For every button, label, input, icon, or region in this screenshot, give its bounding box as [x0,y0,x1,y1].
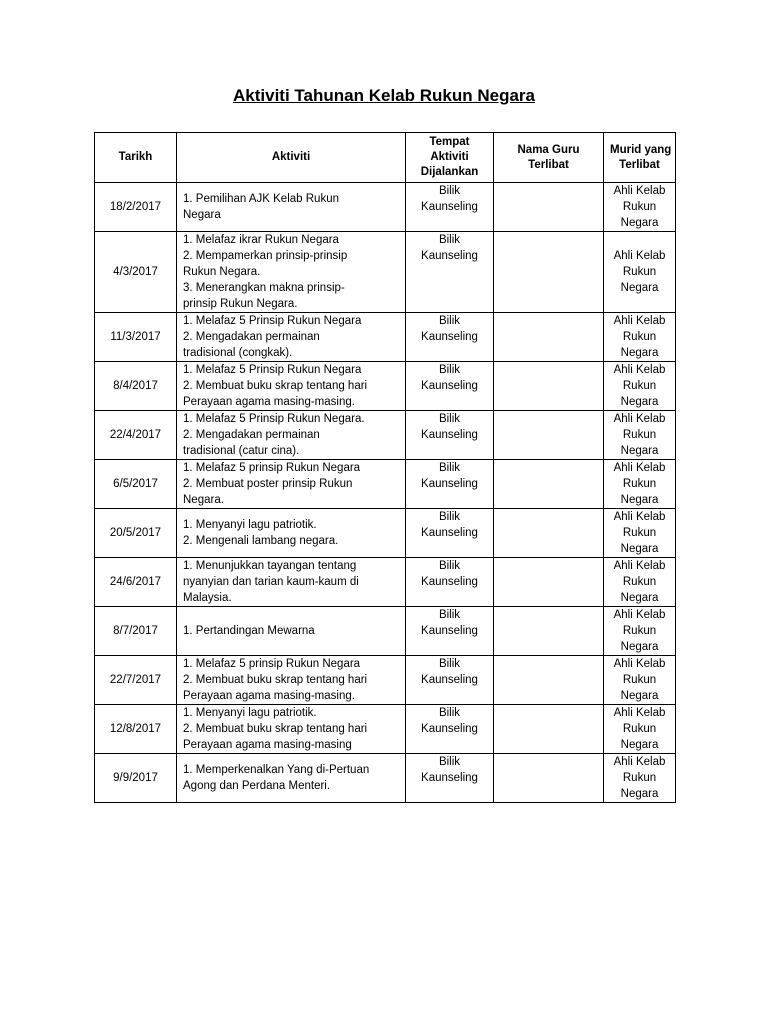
activity-cell [177,183,406,232]
activity-line: 2. Mengadakan permainan [183,331,320,343]
activity-cell [177,509,406,558]
students-line: Negara [620,282,659,294]
place-line: Bilik [438,364,461,376]
activity-cell [177,313,406,362]
place-line: Bilik [438,413,461,425]
activity-cell [177,607,406,656]
activity-line: 2. Mengadakan permainan [183,429,320,441]
activity-line: tradisional (congkak). [183,347,293,359]
students-line: Rukun [622,429,657,441]
date-cell: 8/4/2017 [95,362,177,411]
activity-line: Agong dan Perdana Menteri. [183,780,331,792]
place-line: Kaunseling [421,772,478,784]
students-line: Ahli Kelab [613,658,666,670]
place-cell [406,183,494,232]
students-line: Negara [620,592,659,604]
students-line: Negara [620,396,659,408]
activity-line: 1. Melafaz 5 Prinsip Rukun Negara [183,364,362,376]
students-line: Negara [620,739,659,751]
activity-line: tradisional (catur cina). [183,445,300,457]
teacher-cell [494,558,604,607]
activity-line: 1. Melafaz ikrar Rukun Negara [183,234,339,246]
activity-line: 1. Melafaz 5 Prinsip Rukun Negara. [183,413,365,425]
students-line: Rukun [622,576,657,588]
place-line: Kaunseling [421,527,478,539]
teacher-cell [494,411,604,460]
students-line: Negara [620,543,659,555]
activity-line: 1. Memperkenalkan Yang di-Pertuan [183,764,370,776]
teacher-cell [494,705,604,754]
activity-line: 1. Menunjukkan tayangan tentang [183,560,357,572]
page-title: Aktiviti Tahunan Kelab Rukun Negara [233,86,535,105]
place-line: Bilik [438,185,461,197]
activity-line: Negara. [183,494,224,506]
place-cell [406,232,494,313]
students-line: Negara [620,788,659,800]
place-cell [406,705,494,754]
students-line: Rukun [622,674,657,686]
students-line: Negara [620,217,659,229]
teacher-cell [494,313,604,362]
place-line: Bilik [438,315,461,327]
students-cell [604,232,676,313]
table-row [95,558,676,607]
place-line: Bilik [438,462,461,474]
teacher-cell [494,232,604,313]
place-line: Bilik [438,609,461,621]
teacher-cell [494,656,604,705]
table-row [95,656,676,705]
students-line: Negara [620,494,659,506]
activity-line: Malaysia. [183,592,232,604]
activity-line: 2. Membuat poster prinsip Rukun [183,478,353,490]
activity-line: 1. Pemilihan AJK Kelab Rukun [183,193,339,205]
activity-line: 1. Melafaz 5 prinsip Rukun Negara [183,658,361,670]
activity-cell [177,558,406,607]
activity-line: Perayaan agama masing-masing [183,739,352,751]
students-cell [604,313,676,362]
table-row [95,183,676,232]
students-line: Ahli Kelab [613,250,666,262]
table-row [95,509,676,558]
students-line: Rukun [622,380,657,392]
students-cell [604,754,676,803]
table-row [95,313,676,362]
students-cell [604,607,676,656]
date-cell: 9/9/2017 [95,754,177,803]
place-cell [406,754,494,803]
students-cell [604,362,676,411]
place-cell [406,411,494,460]
students-line: Rukun [622,772,657,784]
activity-cell [177,754,406,803]
students-line: Rukun [622,331,657,343]
date-cell: 22/4/2017 [95,411,177,460]
students-line: Rukun [622,527,657,539]
activity-line: 2. Mempamerkan prinsip-prinsip [183,250,348,262]
date-cell: 11/3/2017 [95,313,177,362]
students-cell [604,460,676,509]
place-line: Bilik [438,658,461,670]
place-cell [406,656,494,705]
activity-line: 2. Membuat buku skrap tentang hari [183,380,368,392]
date-cell: 12/8/2017 [95,705,177,754]
students-line: Negara [620,445,659,457]
activity-cell [177,411,406,460]
teacher-cell [494,509,604,558]
header-place: Tempat Aktiviti Dijalankan [406,133,494,183]
place-line: Kaunseling [421,429,478,441]
header-students: Murid yang Terlibat [604,133,676,183]
activity-cell [177,656,406,705]
students-cell [604,411,676,460]
date-cell: 22/7/2017 [95,656,177,705]
activity-line: Negara [183,209,221,221]
students-line: Negara [620,347,659,359]
students-cell [604,509,676,558]
students-line: Rukun [622,478,657,490]
place-line: Kaunseling [421,201,478,213]
students-line: Ahli Kelab [613,364,666,376]
table-row [95,411,676,460]
place-line: Bilik [438,234,461,246]
students-line: Rukun [622,625,657,637]
students-line: Rukun [622,201,657,213]
table-row [95,754,676,803]
table-header-row [95,133,676,183]
place-cell [406,558,494,607]
activity-table [94,132,676,803]
students-line: Rukun [622,266,657,278]
activity-cell [177,705,406,754]
place-line: Bilik [438,511,461,523]
activity-cell [177,460,406,509]
date-cell: 4/3/2017 [95,232,177,313]
activity-line: Rukun Negara. [183,266,261,278]
activity-line: 3. Menerangkan makna prinsip- [183,282,345,294]
teacher-cell [494,183,604,232]
place-line: Bilik [438,560,461,572]
students-cell [604,705,676,754]
header-teacher: Nama Guru Terlibat [494,133,604,183]
students-line: Negara [620,690,659,702]
students-line: Negara [620,641,659,653]
students-line: Rukun [622,723,657,735]
students-line: Ahli Kelab [613,609,666,621]
header-date: Tarikh [95,133,177,183]
place-cell [406,607,494,656]
place-cell [406,313,494,362]
teacher-cell [494,754,604,803]
date-cell: 18/2/2017 [95,183,177,232]
place-line: Kaunseling [421,250,478,262]
place-line: Kaunseling [421,576,478,588]
table-row [95,460,676,509]
activity-line: 1. Menyanyi lagu patriotik. [183,707,317,719]
activity-cell [177,232,406,313]
activity-line: prinsip Rukun Negara. [183,298,298,310]
place-line: Kaunseling [421,625,478,637]
activity-line: 1. Menyanyi lagu patriotik. [183,519,317,531]
students-line: Ahli Kelab [613,560,666,572]
date-cell: 6/5/2017 [95,460,177,509]
place-line: Kaunseling [421,478,478,490]
students-line: Ahli Kelab [613,707,666,719]
students-line: Ahli Kelab [613,756,666,768]
place-line: Kaunseling [421,380,478,392]
activity-line: 1. Melafaz 5 prinsip Rukun Negara [183,462,361,474]
teacher-cell [494,607,604,656]
activity-line: Perayaan agama masing-masing. [183,690,355,702]
activity-line: 1. Pertandingan Mewarna [183,625,315,637]
activity-line: 1. Melafaz 5 Prinsip Rukun Negara [183,315,362,327]
date-cell: 24/6/2017 [95,558,177,607]
teacher-cell [494,362,604,411]
place-line: Bilik [438,707,461,719]
students-cell [604,183,676,232]
place-cell [406,460,494,509]
place-cell [406,509,494,558]
place-line: Kaunseling [421,723,478,735]
students-line: Ahli Kelab [613,462,666,474]
students-line: Ahli Kelab [613,315,666,327]
activity-cell [177,362,406,411]
activity-line: 2. Membuat buku skrap tentang hari [183,723,368,735]
students-line: Ahli Kelab [613,511,666,523]
table-row [95,705,676,754]
date-cell: 20/5/2017 [95,509,177,558]
activity-line: 2. Mengenali lambang negara. [183,535,339,547]
header-activity: Aktiviti [177,133,406,183]
students-line: Ahli Kelab [613,185,666,197]
students-cell [604,558,676,607]
activity-line: Perayaan agama masing-masing. [183,396,355,408]
place-line: Bilik [438,756,461,768]
table-row [95,607,676,656]
place-line: Kaunseling [421,674,478,686]
date-cell: 8/7/2017 [95,607,177,656]
table-row [95,362,676,411]
activity-line: 2. Membuat buku skrap tentang hari [183,674,368,686]
place-line: Kaunseling [421,331,478,343]
students-cell [604,656,676,705]
table-body [95,183,676,803]
students-line: Ahli Kelab [613,413,666,425]
teacher-cell [494,460,604,509]
table-row [95,232,676,313]
place-cell [406,362,494,411]
activity-line: nyanyian dan tarian kaum-kaum di [183,576,359,588]
